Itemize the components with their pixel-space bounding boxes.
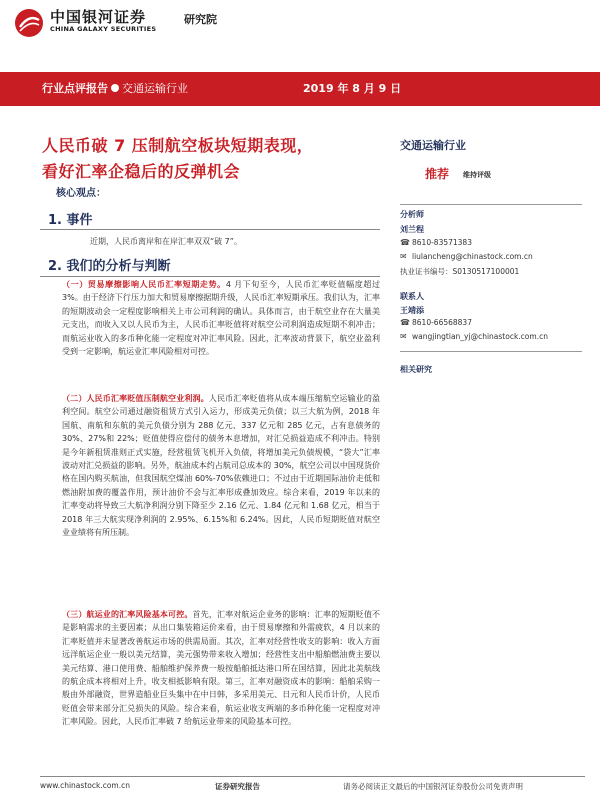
footer-report-type: 证券研究报告 [215, 782, 260, 791]
contact-email-link[interactable]: wangjingtian_yj@chinastock.com.cn [412, 332, 548, 341]
footer-disclaimer: 请务必阅读正文最后的中国银河证券股份公司免责声明 [343, 782, 523, 791]
paragraph-3-lead: （三）航运业的汇率风险基本可控。 [62, 610, 193, 619]
section-2-divider [40, 276, 380, 277]
institute-label: 研究院 [184, 13, 217, 26]
sidebar-divider [400, 204, 582, 205]
report-title-line-1: 人民币破 7 压制航空板块短期表现， [42, 136, 314, 155]
section-1-heading: 1. 事件 [48, 213, 93, 228]
bullet-dot-icon [111, 84, 119, 92]
email-icon: ✉ [400, 252, 407, 261]
related-research-label: 相关研究 [400, 365, 432, 374]
contact-phone [400, 318, 472, 327]
paragraph-1-body: 4 月下旬至今，人民币汇率贬值幅度超过 3%。由于经济下行压力加大和贸易摩擦据期升级，人民币汇率短期承压。我们认为，汇率的短期波动会一定程度影响相关上市公司利润的确认。具体而言，由于航空业存在大量美元支出，而收入又以人民币为主，人民币汇率贬值将对航空公司利润造成短期不利冲击；而航运业收入的多币种化能一定程度对冲汇率风险。因此，汇率波动背景下，航空业盈利受到一定影响，航运业汇率风险相对可控。 [62, 280, 381, 357]
report-title-line-2: 看好汇率企稳后的反弹机会 [42, 162, 241, 181]
analyst-certificate: 执业证书编号：S0130517100001 [400, 267, 520, 276]
report-type [42, 80, 188, 96]
phone-icon: ☎ [400, 238, 410, 247]
phone-icon: ☎ [400, 318, 410, 327]
recommendation-rating: 推荐 [425, 167, 450, 181]
paragraph-1-lead: （一）贸易摩擦影响人民币汇率短期走势。 [62, 280, 226, 289]
sidebar-industry-title: 交通运输行业 [400, 139, 466, 152]
event-text: 近期，人民币离岸和在岸汇率双双“破 7”。 [90, 237, 242, 246]
logo-company-name: 中国银河证券 [50, 8, 147, 26]
analyst-label: 分析师 [400, 210, 424, 219]
analyst-phone-value: 8610-83571383 [412, 238, 472, 247]
contact-name: 王靖添 [400, 306, 424, 315]
report-date: 2019 年 8 月 9 日 [303, 82, 402, 95]
analyst-email [400, 252, 533, 261]
logo-english-name: CHINA GALAXY SECURITIES [50, 25, 157, 33]
analysis-paragraph-1 [62, 278, 380, 358]
sidebar-divider [400, 351, 582, 352]
paragraph-2-lead: （二）人民币汇率贬值压制航空业利润。 [62, 394, 209, 403]
analysis-paragraph-2 [62, 392, 380, 539]
section-2-heading: 2. 我们的分析与判断 [48, 259, 171, 274]
contact-label: 联系人 [400, 292, 424, 301]
galaxy-logo-icon [14, 8, 44, 38]
contact-phone-value: 8610-66568837 [412, 318, 472, 327]
paragraph-3-body: 首先，汇率对航运企业务的影响：汇率的短期贬值不是影响需求的主要因素；从出口集装箱运价来看，由于贸易摩擦和外需疲软，4 月以来的汇率贬值并未显著改善航运市场的供需局面。其次，汇率对经营性收支的影响：收入方面远洋航运企业一般以美元结算，美元强势带来收入增加；经营性支出中船舶燃油费主要以美元结算、港口使用费、船舶维护保养费一般按船舶抵达港口所在国结算，因此北美航线的航企成本将相对上升，收支相抵影响有限。第三，汇率对融资成本的影响：船舶采购一般由外部融资，世界造船业巨头集中在中日韩，多采用美元、日元和人民币计价，人民币贬值会带来部分汇兑损失的风险。综合来看，航运业收支两端的多币种化能一定程度对冲汇率风险。因此，人民币汇率破 7 给航运业带来的风险基本可控。 [62, 610, 381, 727]
analysis-paragraph-3 [62, 608, 380, 729]
rating-maintained-note: 维持评级 [463, 171, 491, 179]
core-views-label: 核心观点： [56, 188, 106, 199]
analyst-name: 刘兰程 [400, 225, 424, 234]
analyst-email-link[interactable]: liulancheng@chinastock.com.cn [412, 252, 533, 261]
paragraph-2-body: 人民币汇率贬值将从成本端压缩航空运输业的盈利空间。航空公司通过融资租赁方式引入运力，形成美元负债；以三大航为例，2018 年国航、南航和东航的美元负债分别为 288 亿元、337 亿元和 285 亿元，占有息债务的 30%、27%和 22%；贬值使得应偿付的债务本息增加，对汇兑损益造成不利冲击。特别是今年新租赁准则正式实施，经营租赁飞机开入负债，将增加美元负债规模，“袋大”汇率波动对汇兑损益的影响。另外，航油成本约占航司总成本的 30%，航空公司以中国现货价格在国内购买航油，但我国航空煤油 60%-70%依赖进口；不过由于近期国际油价走低和燃油附加费的覆盖作用，预计油价不会与汇率形成叠加效应。综合来看，2019 年以来的汇率变动将导致三大航净利润分别下降至少 2.16 亿元、1.84 亿元和 1.68 亿元，相当于 2018 年三大航实现净利润的 2.95%、6.15%和 6.24%。因此，人民币短期贬值对航空业业绩将有所压制。 [62, 394, 380, 538]
report-header [0, 0, 600, 40]
section-1-divider [40, 229, 380, 230]
report-industry-label: 交通运输行业 [122, 82, 188, 95]
contact-email [400, 332, 548, 341]
footer-divider [40, 776, 585, 777]
report-type-label: 行业点评报告 [42, 82, 108, 95]
email-icon: ✉ [400, 332, 407, 341]
footer-website-link[interactable]: www.chinastock.com.cn [40, 781, 130, 790]
analyst-phone [400, 238, 472, 247]
